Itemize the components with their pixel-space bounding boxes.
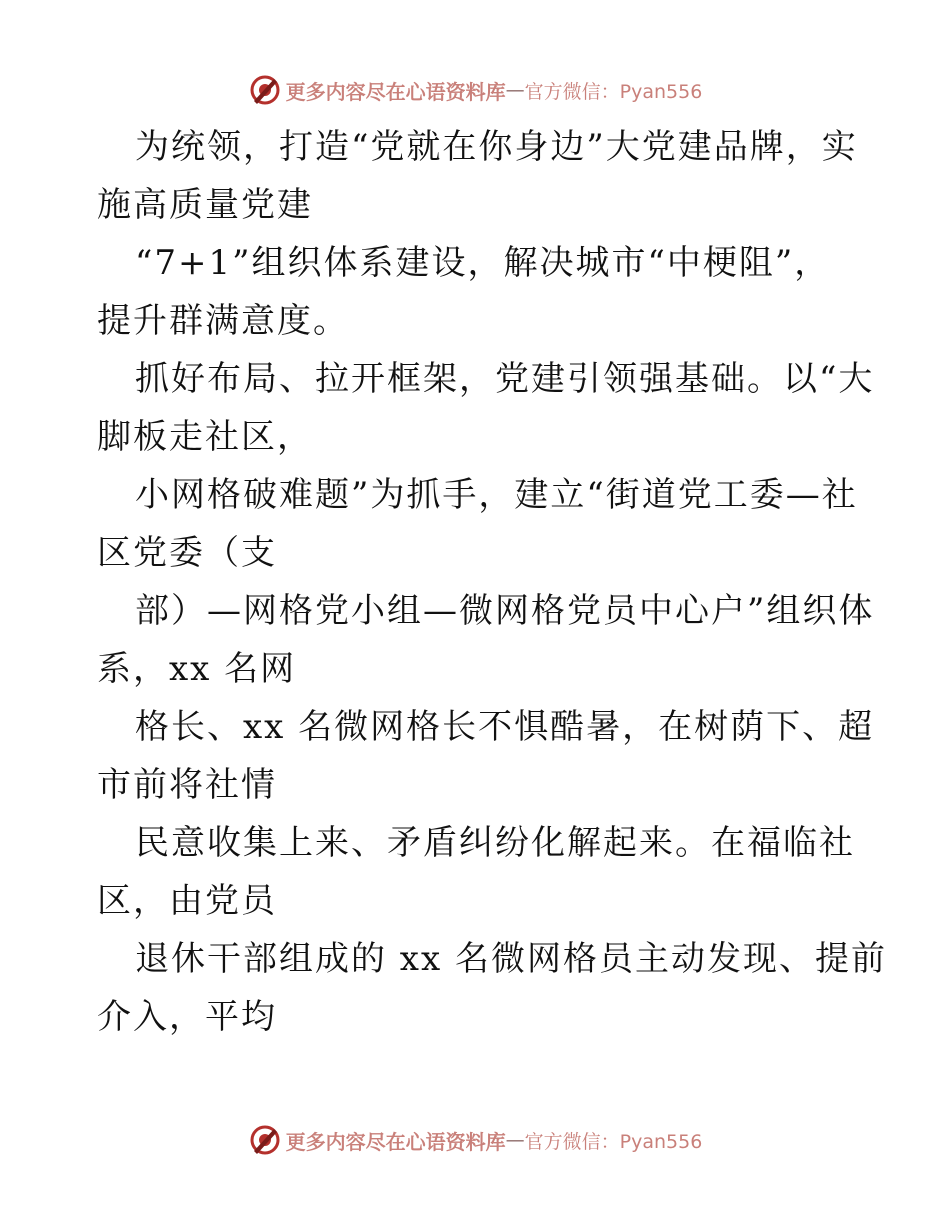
paragraph-line: 格长、xx 名微网格长不惧酷暑，在树荫下、超 — [135, 707, 875, 747]
document-body — [97, 118, 887, 1046]
pen-logo-icon — [248, 73, 282, 107]
paragraph-line: 民意收集上来、矛盾纠纷化解起来。在福临社 — [135, 823, 855, 863]
paragraph-line: 抓好布局、拉开框架，党建引领强基础。以“大 — [135, 359, 875, 399]
paragraph-line: 小网格破难题”为抓手，建立“街道党工委—社 — [135, 475, 858, 515]
watermark-wechat-text: 官方微信：Pyan556 — [524, 1130, 703, 1153]
paragraph-line: 提升群满意度。 — [97, 301, 349, 341]
watermark-main-text: 更多内容尽在心语资料库 — [285, 79, 506, 104]
paragraph — [97, 814, 857, 930]
paragraph — [97, 234, 857, 350]
watermark-separator: — — [505, 79, 525, 101]
paragraph — [97, 582, 875, 698]
paragraph-line: 部）—网格党小组—微网格党员中心户”组织体 — [135, 591, 875, 631]
paragraph-line: “7+1”组织体系建设，解决城市“中梗阻”， — [135, 243, 831, 283]
paragraph-line: 系，xx 名网 — [97, 649, 297, 689]
paragraph — [97, 466, 857, 582]
paragraph — [97, 930, 887, 1046]
paragraph-line: 市前将社情 — [97, 765, 277, 805]
paragraph-line: 退休干部组成的 xx 名微网格员主动发现、提前 — [135, 939, 887, 979]
paragraph — [97, 118, 857, 234]
watermark-wechat-text: 官方微信：Pyan556 — [524, 80, 703, 103]
watermark-separator: — — [505, 1129, 525, 1151]
paragraph — [97, 698, 875, 814]
header-watermark — [0, 70, 950, 110]
paragraph-line: 为统领，打造“党就在你身边”大党建品牌，实 — [135, 127, 858, 167]
watermark-main-text: 更多内容尽在心语资料库 — [285, 1129, 506, 1154]
pen-logo-icon — [248, 1123, 282, 1157]
paragraph — [97, 350, 875, 466]
footer-watermark — [0, 1120, 950, 1160]
paragraph-line: 介入，平均 — [97, 997, 277, 1037]
paragraph-line: 施高质量党建 — [97, 185, 313, 225]
paragraph-line: 区党委（支 — [97, 533, 277, 573]
paragraph-line: 脚板走社区， — [97, 417, 313, 457]
paragraph-line: 区，由党员 — [97, 881, 277, 921]
